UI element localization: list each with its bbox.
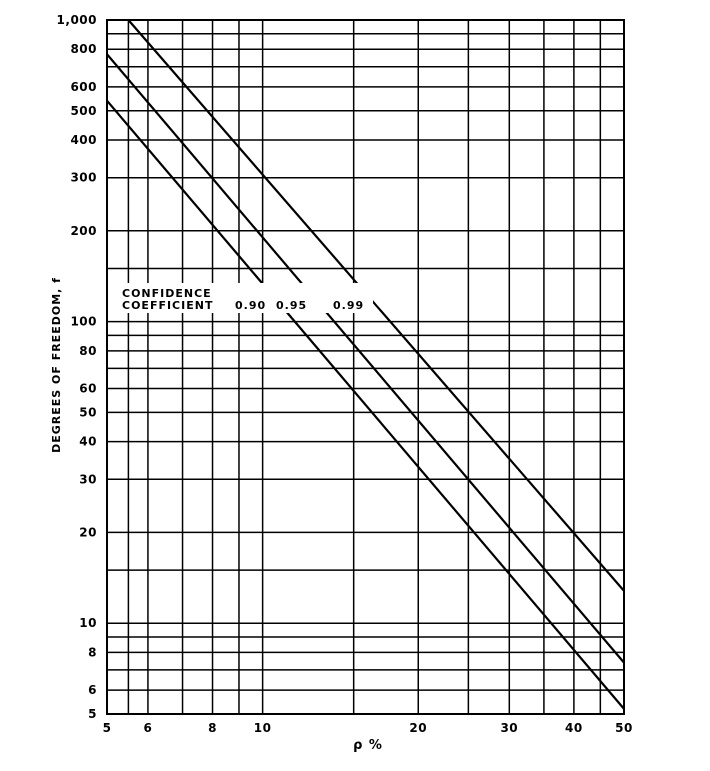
y-axis-label: DEGREES OF FREEDOM, f xyxy=(50,277,63,453)
legend-entry-0.95: 0.95 xyxy=(276,299,308,312)
y-tick-label: 300 xyxy=(70,170,97,185)
x-tick-label: 20 xyxy=(409,721,428,735)
y-tick-label: 800 xyxy=(70,42,97,57)
y-tick-label: 200 xyxy=(70,223,97,238)
axes xyxy=(107,20,624,714)
plot-frame xyxy=(107,20,624,714)
x-tick-label: 50 xyxy=(615,721,633,735)
legend-entry-0.90: 0.90 xyxy=(235,299,267,312)
y-tick-label: 400 xyxy=(70,133,97,148)
x-tick-label: 40 xyxy=(565,721,583,735)
series-line-0.95 xyxy=(107,54,624,662)
y-tick-label: 5 xyxy=(88,707,97,721)
y-tick-label: 8 xyxy=(88,645,97,660)
y-tick-label: 100 xyxy=(70,314,97,329)
y-tick-label: 500 xyxy=(70,103,97,118)
x-axis-label: ρ % xyxy=(353,738,383,753)
y-tick-label: 10 xyxy=(79,616,97,631)
y-tick-label: 80 xyxy=(79,343,97,358)
y-tick-label: 20 xyxy=(79,525,97,540)
legend-entry-0.99: 0.99 xyxy=(333,299,365,312)
x-tick-label: 8 xyxy=(208,721,217,735)
y-tick-label: 50 xyxy=(79,405,97,420)
y-tick-label: 600 xyxy=(70,79,97,94)
y-tick-label: 30 xyxy=(79,472,97,487)
x-tick-label: 6 xyxy=(143,721,153,735)
grid xyxy=(107,20,624,714)
x-tick-label: 5 xyxy=(102,721,112,735)
tick-labels xyxy=(57,13,633,735)
legend xyxy=(118,283,373,313)
y-tick-label: 60 xyxy=(79,381,97,396)
y-tick-label: 1,000 xyxy=(56,13,97,27)
x-tick-label: 10 xyxy=(253,721,272,735)
legend-title-line-2: COEFFICIENT xyxy=(122,299,214,312)
x-tick-label: 30 xyxy=(500,721,519,735)
series-line-0.90 xyxy=(107,101,624,709)
y-tick-label: 6 xyxy=(88,683,97,698)
legend-title-line-1: CONFIDENCE xyxy=(122,287,212,300)
series-lines xyxy=(107,20,624,709)
y-tick-label: 40 xyxy=(79,434,97,449)
